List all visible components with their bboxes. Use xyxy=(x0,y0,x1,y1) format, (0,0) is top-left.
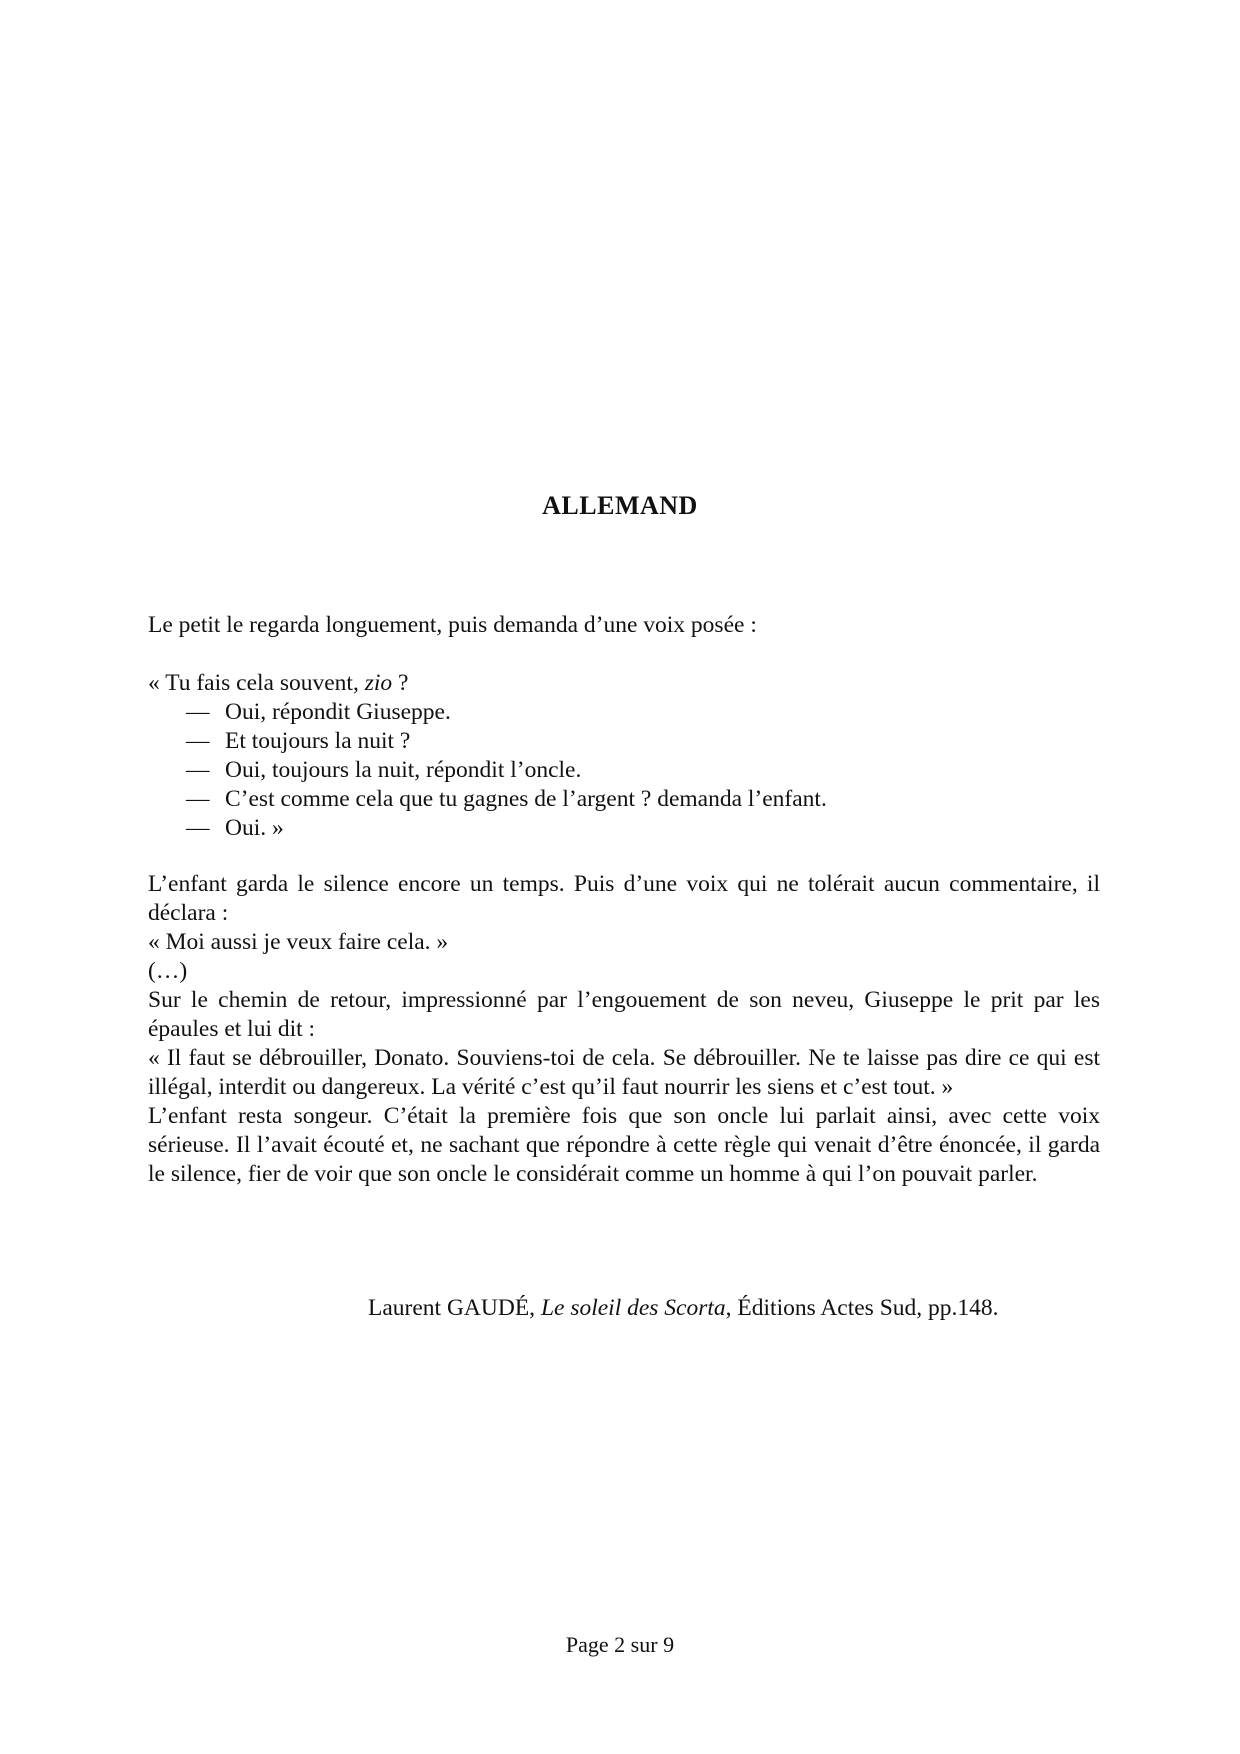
dialogue-reply xyxy=(148,727,1100,756)
dialogue-reply xyxy=(148,814,1100,843)
citation-publisher: , Éditions Actes Sud, pp.148. xyxy=(725,1295,999,1321)
dialogue-first-line-text: « Tu fais cela souvent, xyxy=(148,670,365,696)
dialogue-block xyxy=(148,669,1100,843)
dialogue-reply xyxy=(148,698,1100,727)
dialogue-reply-text: Oui. » xyxy=(225,815,284,841)
narration-paragraph-1: L’enfant garda le silence encore un temps. Puis d’une voix qui ne tolérait aucun commentaire, il déclara : xyxy=(148,871,1100,926)
narration-paragraph-2: Sur le chemin de retour, impressionné par l’engouement de son neveu, Giuseppe le prit par les épaules et lui dit : xyxy=(148,987,1100,1042)
source-citation xyxy=(368,1295,999,1322)
dialogue-dash: — xyxy=(186,757,210,783)
dialogue-italic-word: zio xyxy=(364,670,393,696)
dialogue-dash: — xyxy=(186,699,210,725)
dialogue-reply-text: Oui, répondit Giuseppe. xyxy=(225,699,451,725)
narration-paragraph-3: L’enfant resta songeur. C’était la première fois que son oncle lui parlait ainsi, avec cette voix sérieuse. Il l’avait écouté et, ne sachant que répondre à cette règle qui venait d’être énoncée, il garda le silence, fier de voir que son oncle le considérait comme un homme à qui l’on pouvait parler. xyxy=(148,1103,1100,1187)
dialogue-dash: — xyxy=(186,815,210,841)
dialogue-dash: — xyxy=(186,786,210,812)
citation-author: Laurent GAUDÉ, xyxy=(368,1295,536,1321)
narration-ellipsis: (…) xyxy=(148,958,188,984)
narration-quote-2: « Il faut se débrouiller, Donato. Souviens-toi de cela. Se débrouiller. Ne te laisse pas dire ce qui est illégal, interdit ou dangereux. La vérité c’est qu’il faut nourrir les siens et c’est tout. » xyxy=(148,1045,1100,1100)
narration-quote-1: « Moi aussi je veux faire cela. » xyxy=(148,929,449,955)
intro-paragraph: Le petit le regarda longuement, puis demanda d’une voix posée : xyxy=(148,612,757,638)
citation-book-title: Le soleil des Scorta xyxy=(540,1295,726,1321)
page-number: Page 2 sur 9 xyxy=(565,1632,675,1657)
dialogue-reply xyxy=(148,785,1100,814)
dialogue-reply xyxy=(148,756,1100,785)
page-title: ALLEMAND xyxy=(542,491,698,520)
dialogue-first-line-end: ? xyxy=(392,670,409,696)
narration-block xyxy=(148,870,1100,1189)
dialogue-first-line xyxy=(148,669,1100,698)
dialogue-reply-text: Et toujours la nuit ? xyxy=(225,728,411,754)
dialogue-dash: — xyxy=(186,728,210,754)
dialogue-reply-text: Oui, toujours la nuit, répondit l’oncle. xyxy=(225,757,582,783)
dialogue-reply-text: C’est comme cela que tu gagnes de l’argent ? demanda l’enfant. xyxy=(225,786,827,812)
